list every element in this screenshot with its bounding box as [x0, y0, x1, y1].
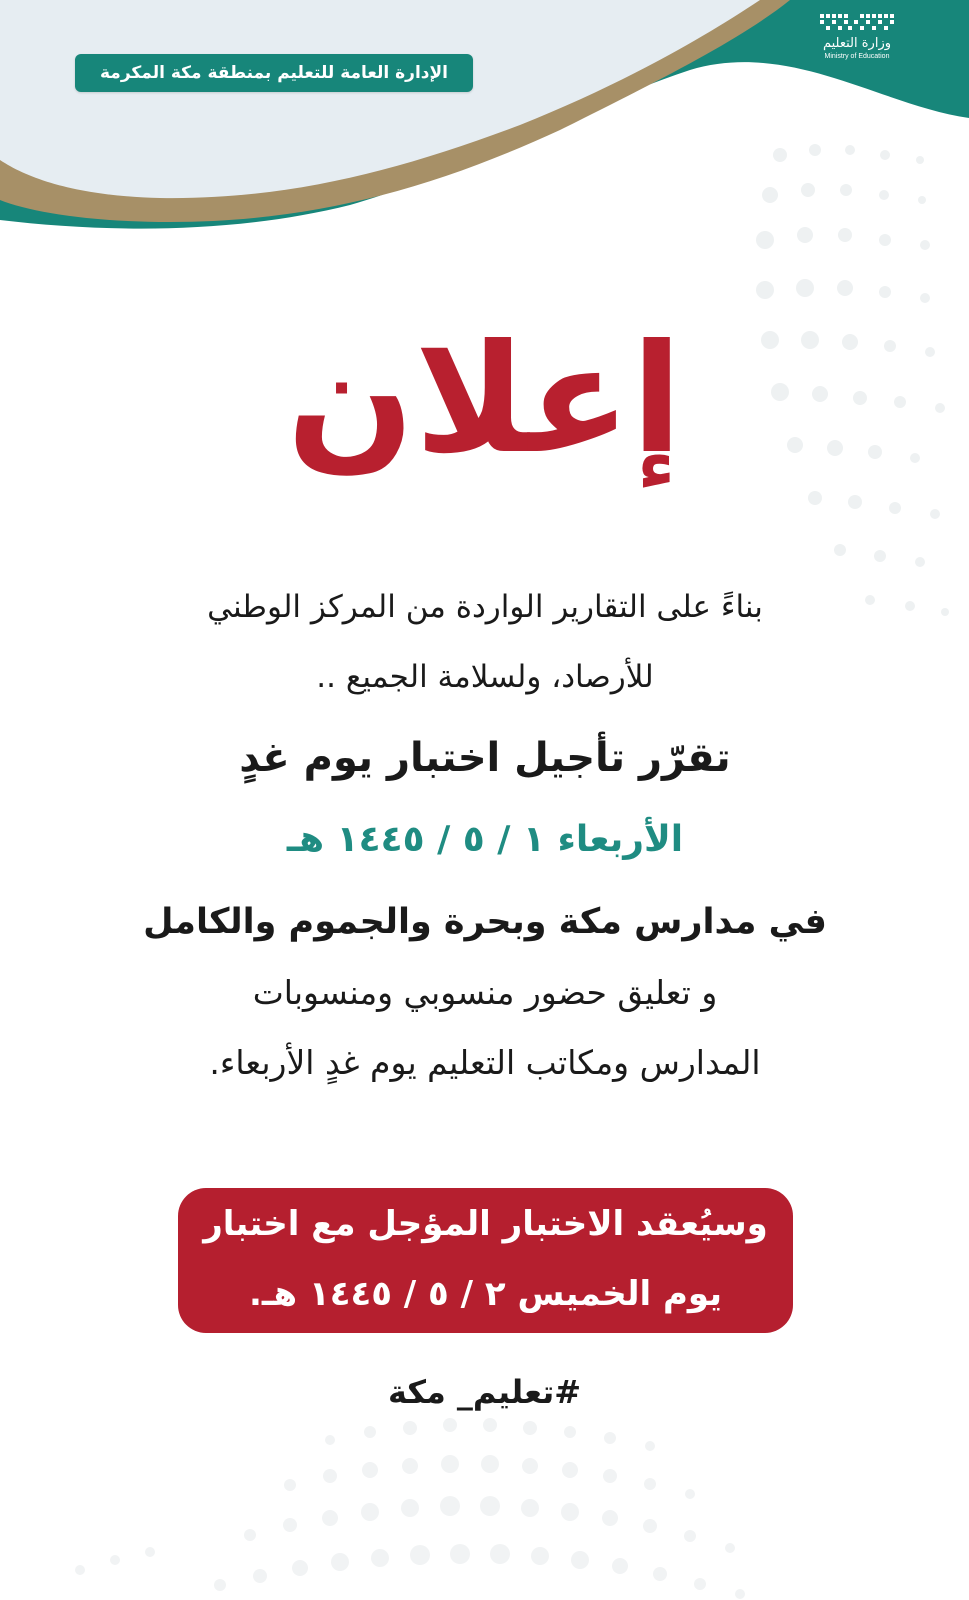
- hashtag: #تعليم_ مكة: [387, 1373, 582, 1411]
- notice-line-2: يوم الخميس ٢ / ٥ / ١٤٤٥ هـ.: [248, 1274, 723, 1314]
- affected-schools: في مدارس مكة وبحرة والجموم والكامل: [143, 902, 827, 942]
- notice-line-1: وسيُعقد الاختبار المؤجل مع اختبار: [203, 1204, 768, 1244]
- attendance-suspension-line-2: المدارس ومكاتب التعليم يوم غدٍ الأربعاء.: [209, 1043, 761, 1082]
- ministry-name-arabic: وزارة التعليم: [822, 36, 892, 51]
- ministry-emblem-icon: [812, 12, 902, 34]
- rescheduled-exam-notice: [178, 1188, 793, 1333]
- region-badge: الإدارة العامة للتعليم بمنطقة مكة المكرمة: [75, 54, 473, 92]
- postponed-date: الأربعاء ١ / ٥ / ١٤٤٥ هـ: [286, 819, 684, 860]
- body-line-1: بناءً على التقارير الواردة من المركز الوطني: [207, 589, 763, 625]
- ministry-name-english: Ministry of Education: [824, 53, 890, 60]
- announcement-title: إعلان: [286, 313, 683, 487]
- ministry-logo: [797, 12, 917, 76]
- attendance-suspension-line-1: و تعليق حضور منسوبي ومنسوبات: [252, 973, 718, 1012]
- postponement-headline: تقرّر تأجيل اختبار يوم غدٍ: [239, 735, 731, 781]
- body-line-2: للأرصاد، ولسلامة الجميع ..: [316, 659, 654, 695]
